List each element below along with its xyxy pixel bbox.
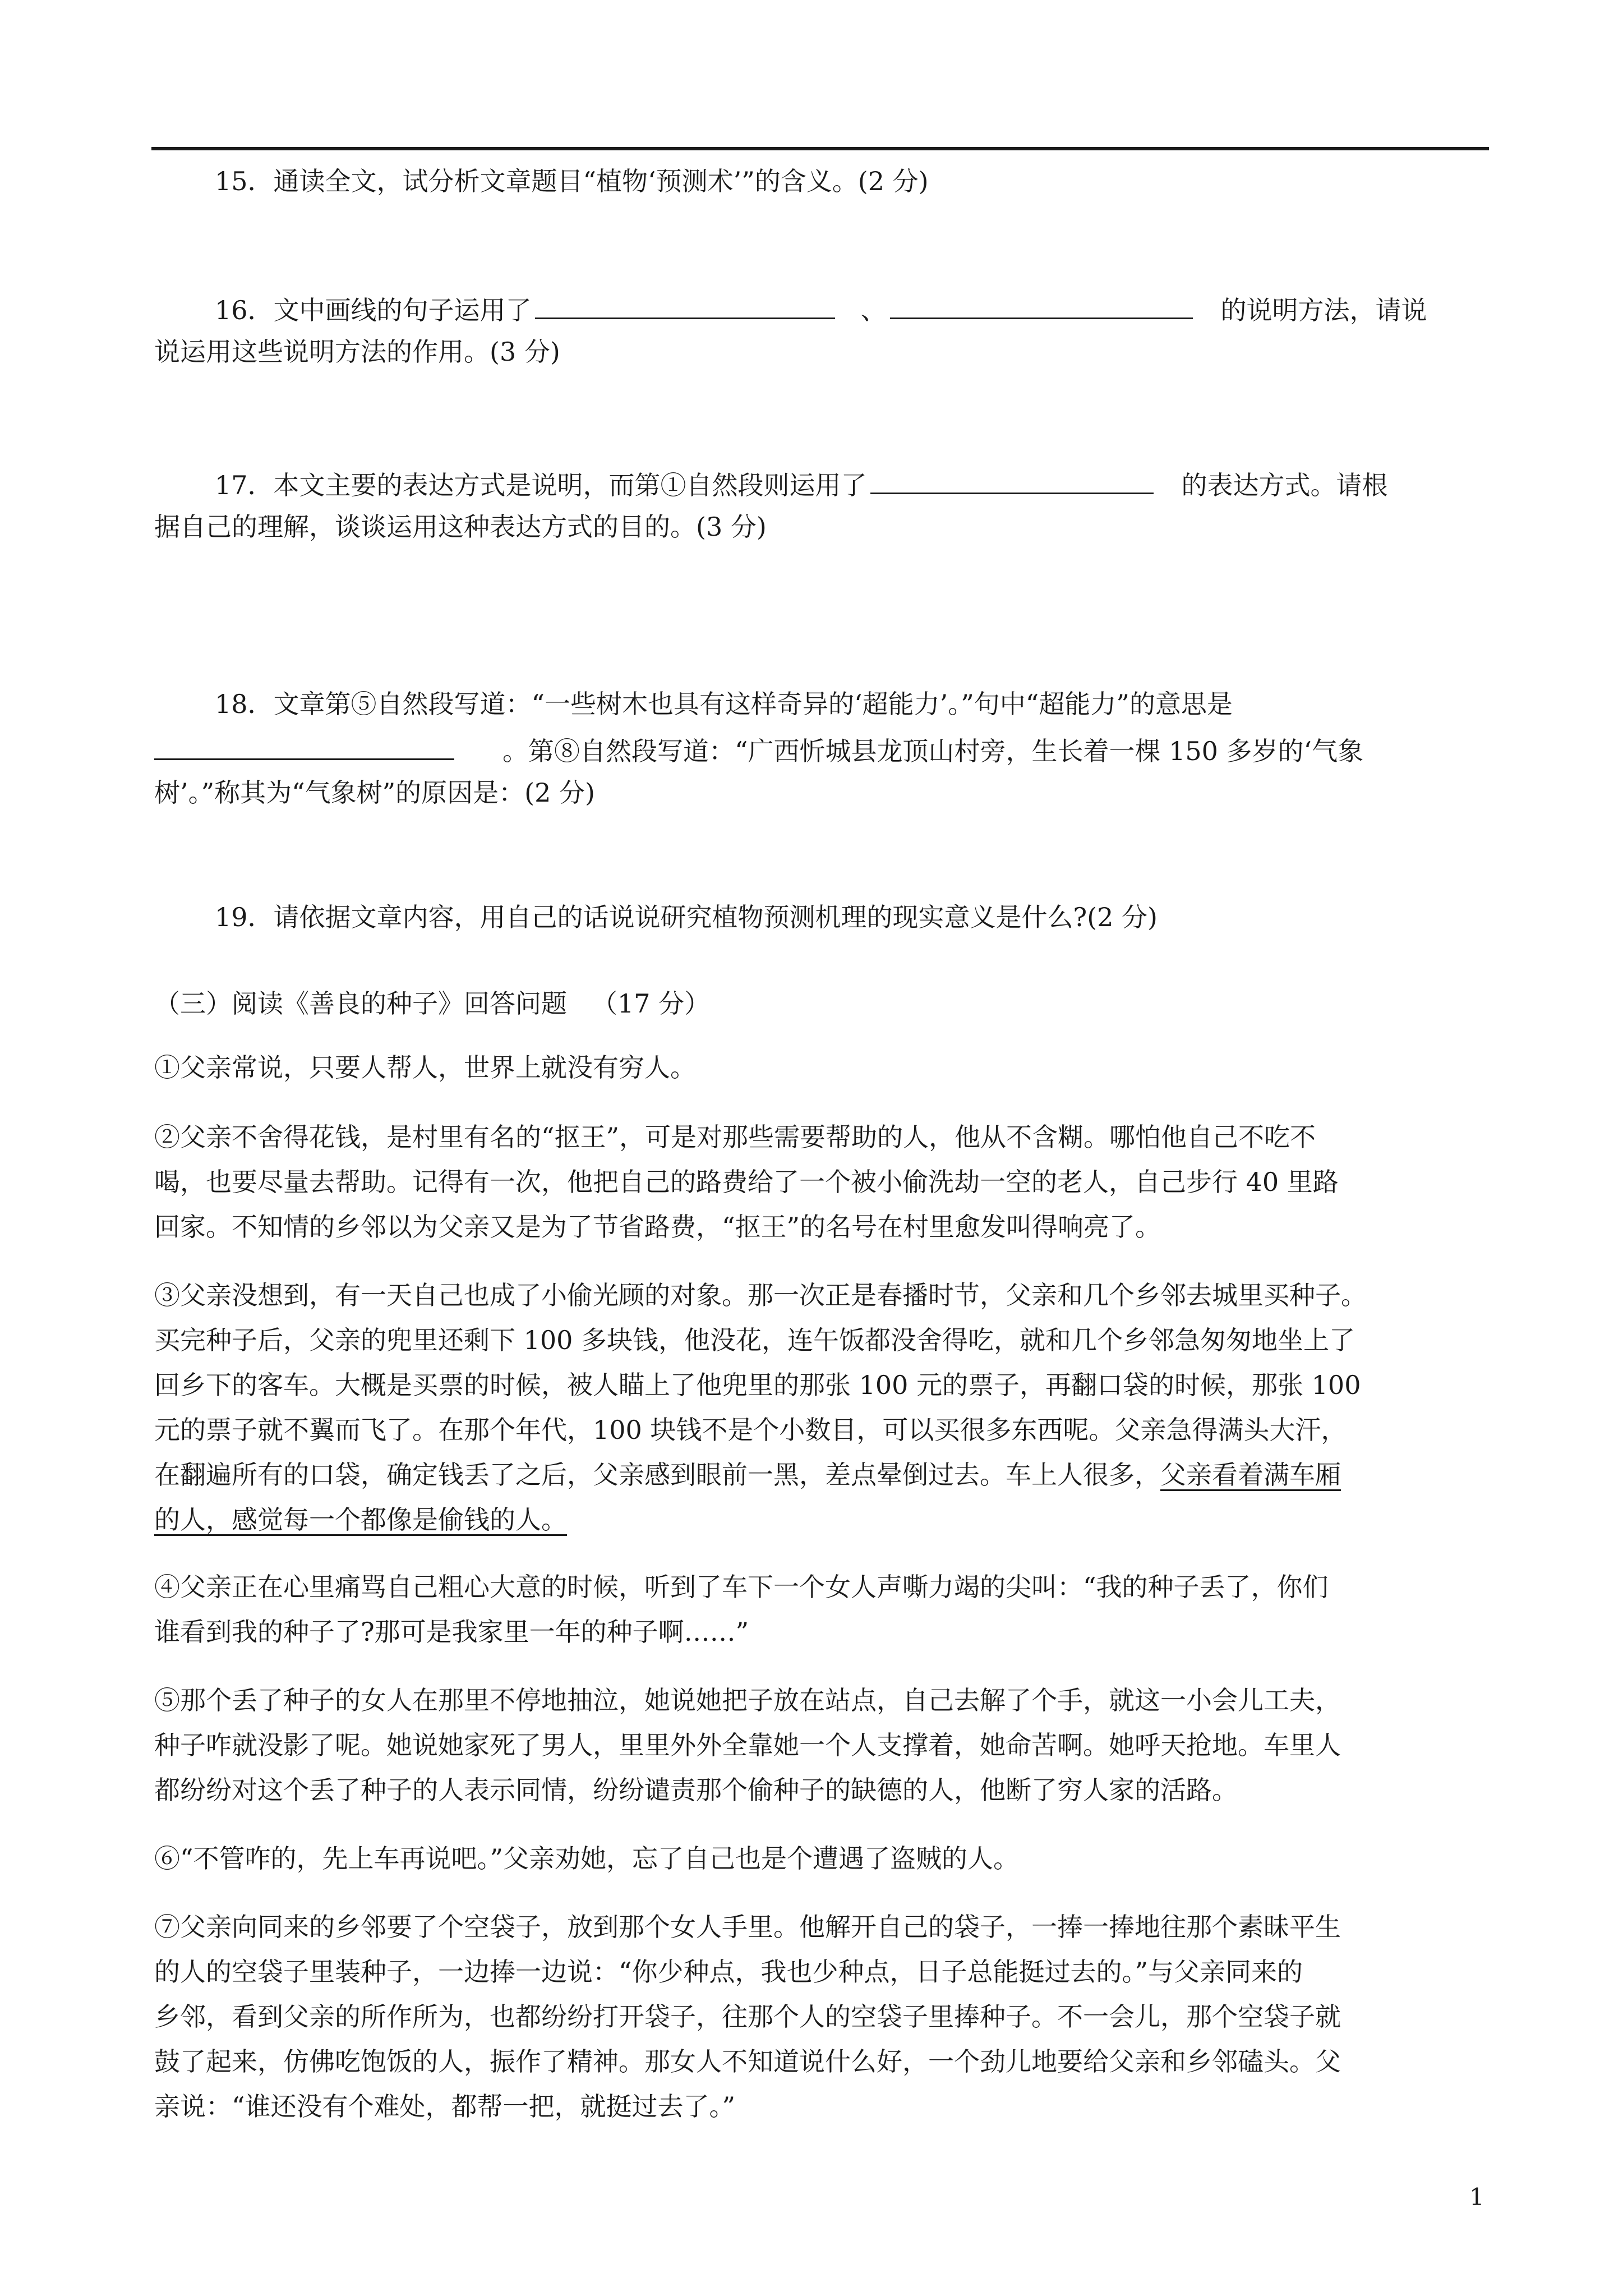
passage-paragraph-1: ①父亲常说，只要人帮人，世界上就没有穷人。 <box>154 1052 696 1083</box>
question-16-suffix: 的说明方法，请说 <box>1220 295 1427 325</box>
passage-paragraph-3-line-1: ③父亲没想到，有一天自己也成了小偷光顾的对象。那一次正是春播时节，父亲和几个乡邻去城里买种子。 <box>154 1280 1367 1310</box>
question-18-line-1: 18．文章第⑤自然段写道：“一些树木也具有这样奇异的‘超能力’。”句中“超能力”的意思是 <box>215 689 1233 719</box>
question-19: 19．请依据文章内容，用自己的话说说研究植物预测机理的现实意义是什么?(2 分) <box>215 902 1158 932</box>
passage-paragraph-7-line-2: 的人的空袋子里装种子，一边捧一边说：“你少种点，我也少种点，日子总能挺过去的。”与父亲同来的 <box>154 1957 1303 1987</box>
section-title: （三）阅读《善良的种子》回答问题 <box>154 988 567 1019</box>
passage-paragraph-5-line-1: ⑤那个丢了种子的女人在那里不停地抽泣，她说她把子放在站点，自己去解了个手，就这一小会儿工夫， <box>154 1685 1341 1715</box>
passage-paragraph-2-line-2: 喝，也要尽量去帮助。记得有一次，他把自己的路费给了一个被小偷洗劫一空的老人，自己步行 40 里路 <box>154 1167 1339 1197</box>
question-15: 15．通读全文，试分析文章题目“植物‘预测术’”的含义。(2 分) <box>215 166 929 196</box>
header-rule <box>151 147 1489 150</box>
passage-paragraph-4-line-1: ④父亲正在心里痛骂自己粗心大意的时候，听到了车下一个女人声嘶力竭的尖叫：“我的种子丢了，你们 <box>154 1572 1329 1602</box>
section-heading <box>154 988 711 1019</box>
passage-paragraph-7-line-3: 乡邻，看到父亲的所作所为，也都纷纷打开袋子，往那个人的空袋子里捧种子。不一会儿，那个空袋子就 <box>154 2001 1341 2032</box>
passage-text: 在翻遍所有的口袋，确定钱丢了之后，父亲感到眼前一黑，差点晕倒过去。车上人很多， <box>154 1460 1160 1490</box>
answer-blank[interactable] <box>535 294 835 319</box>
question-16-line-1 <box>215 294 1427 323</box>
passage-paragraph-2-line-3: 回家。不知情的乡邻以为父亲又是为了节省路费，“抠王”的名号在村里愈发叫得响亮了。 <box>154 1212 1161 1242</box>
passage-paragraph-4-line-2: 谁看到我的种子了?那可是我家里一年的种子啊……” <box>154 1617 749 1647</box>
page-number: 1 <box>1469 2183 1484 2211</box>
question-16-separator: 、 <box>860 295 887 325</box>
question-17-suffix: 的表达方式。请根 <box>1181 470 1388 500</box>
question-18-continuation: 。第⑧自然段写道：“广西忻城县龙顶山村旁，生长着一棵 150 多岁的‘气象 <box>502 736 1364 766</box>
passage-paragraph-7-line-1: ⑦父亲向同来的乡邻要了个空袋子，放到那个女人手里。他解开自己的袋子，一捧一捧地往那个素昧平生 <box>154 1912 1341 1942</box>
section-score: （17 分） <box>592 988 711 1019</box>
passage-paragraph-7-line-5: 亲说：“谁还没有个难处，都帮一把，就挺过去了。” <box>154 2091 736 2122</box>
question-17-line-1 <box>215 469 1388 498</box>
question-18-line-3: 树’。”称其为“气象树”的原因是：(2 分) <box>154 777 595 808</box>
passage-paragraph-3-line-5 <box>154 1462 1341 1488</box>
question-16-prefix: 16．文中画线的句子运用了 <box>215 295 532 325</box>
passage-paragraph-3-line-2: 买完种子后，父亲的兜里还剩下 100 多块钱，他没花，连午饭都没舍得吃，就和几个乡邻急匆匆地坐上了 <box>154 1325 1355 1355</box>
answer-blank[interactable] <box>154 735 454 760</box>
answer-blank[interactable] <box>870 469 1154 494</box>
passage-paragraph-7-line-4: 鼓了起来，仿佛吃饱饭的人，振作了精神。那女人不知道说什么好，一个劲儿地要给父亲和乡邻磕头。父 <box>154 2046 1341 2077</box>
question-17-prefix: 17．本文主要的表达方式是说明，而第①自然段则运用了 <box>215 470 867 500</box>
underlined-sentence: 父亲看着满车厢 <box>1160 1460 1341 1490</box>
passage-paragraph-3-line-6 <box>154 1504 567 1535</box>
passage-paragraph-3-line-4: 元的票子就不翼而飞了。在那个年代，100 块钱不是个小数目，可以买很多东西呢。父亲急得满头大汗， <box>154 1415 1347 1445</box>
passage-paragraph-5-line-3: 都纷纷对这个丢了种子的人表示同情，纷纷谴责那个偷种子的缺德的人，他断了穷人家的活路。 <box>154 1775 1238 1805</box>
passage-paragraph-3-line-3: 回乡下的客车。大概是买票的时候，被人瞄上了他兜里的那张 100 元的票子，再翻口袋的时候，那张 100 <box>154 1370 1361 1400</box>
passage-paragraph-2-line-1: ②父亲不舍得花钱，是村里有名的“抠王”，可是对那些需要帮助的人，他从不含糊。哪怕他自己不吃不 <box>154 1122 1316 1152</box>
question-17-line-2: 据自己的理解，谈谈运用这种表达方式的目的。(3 分) <box>154 512 767 542</box>
answer-blank[interactable] <box>890 294 1193 319</box>
passage-paragraph-5-line-2: 种子咋就没影了呢。她说她家死了男人，里里外外全靠她一个人支撑着，她命苦啊。她呼天抢地。车里人 <box>154 1730 1341 1760</box>
underlined-sentence: 的人，感觉每一个都像是偷钱的人。 <box>154 1504 567 1535</box>
question-16-line-2: 说运用这些说明方法的作用。(3 分) <box>154 337 560 367</box>
passage-paragraph-6: ⑥“不管咋的，先上车再说吧。”父亲劝她，忘了自己也是个遭遇了盗贼的人。 <box>154 1843 1020 1874</box>
question-18-line-2 <box>154 735 1363 764</box>
